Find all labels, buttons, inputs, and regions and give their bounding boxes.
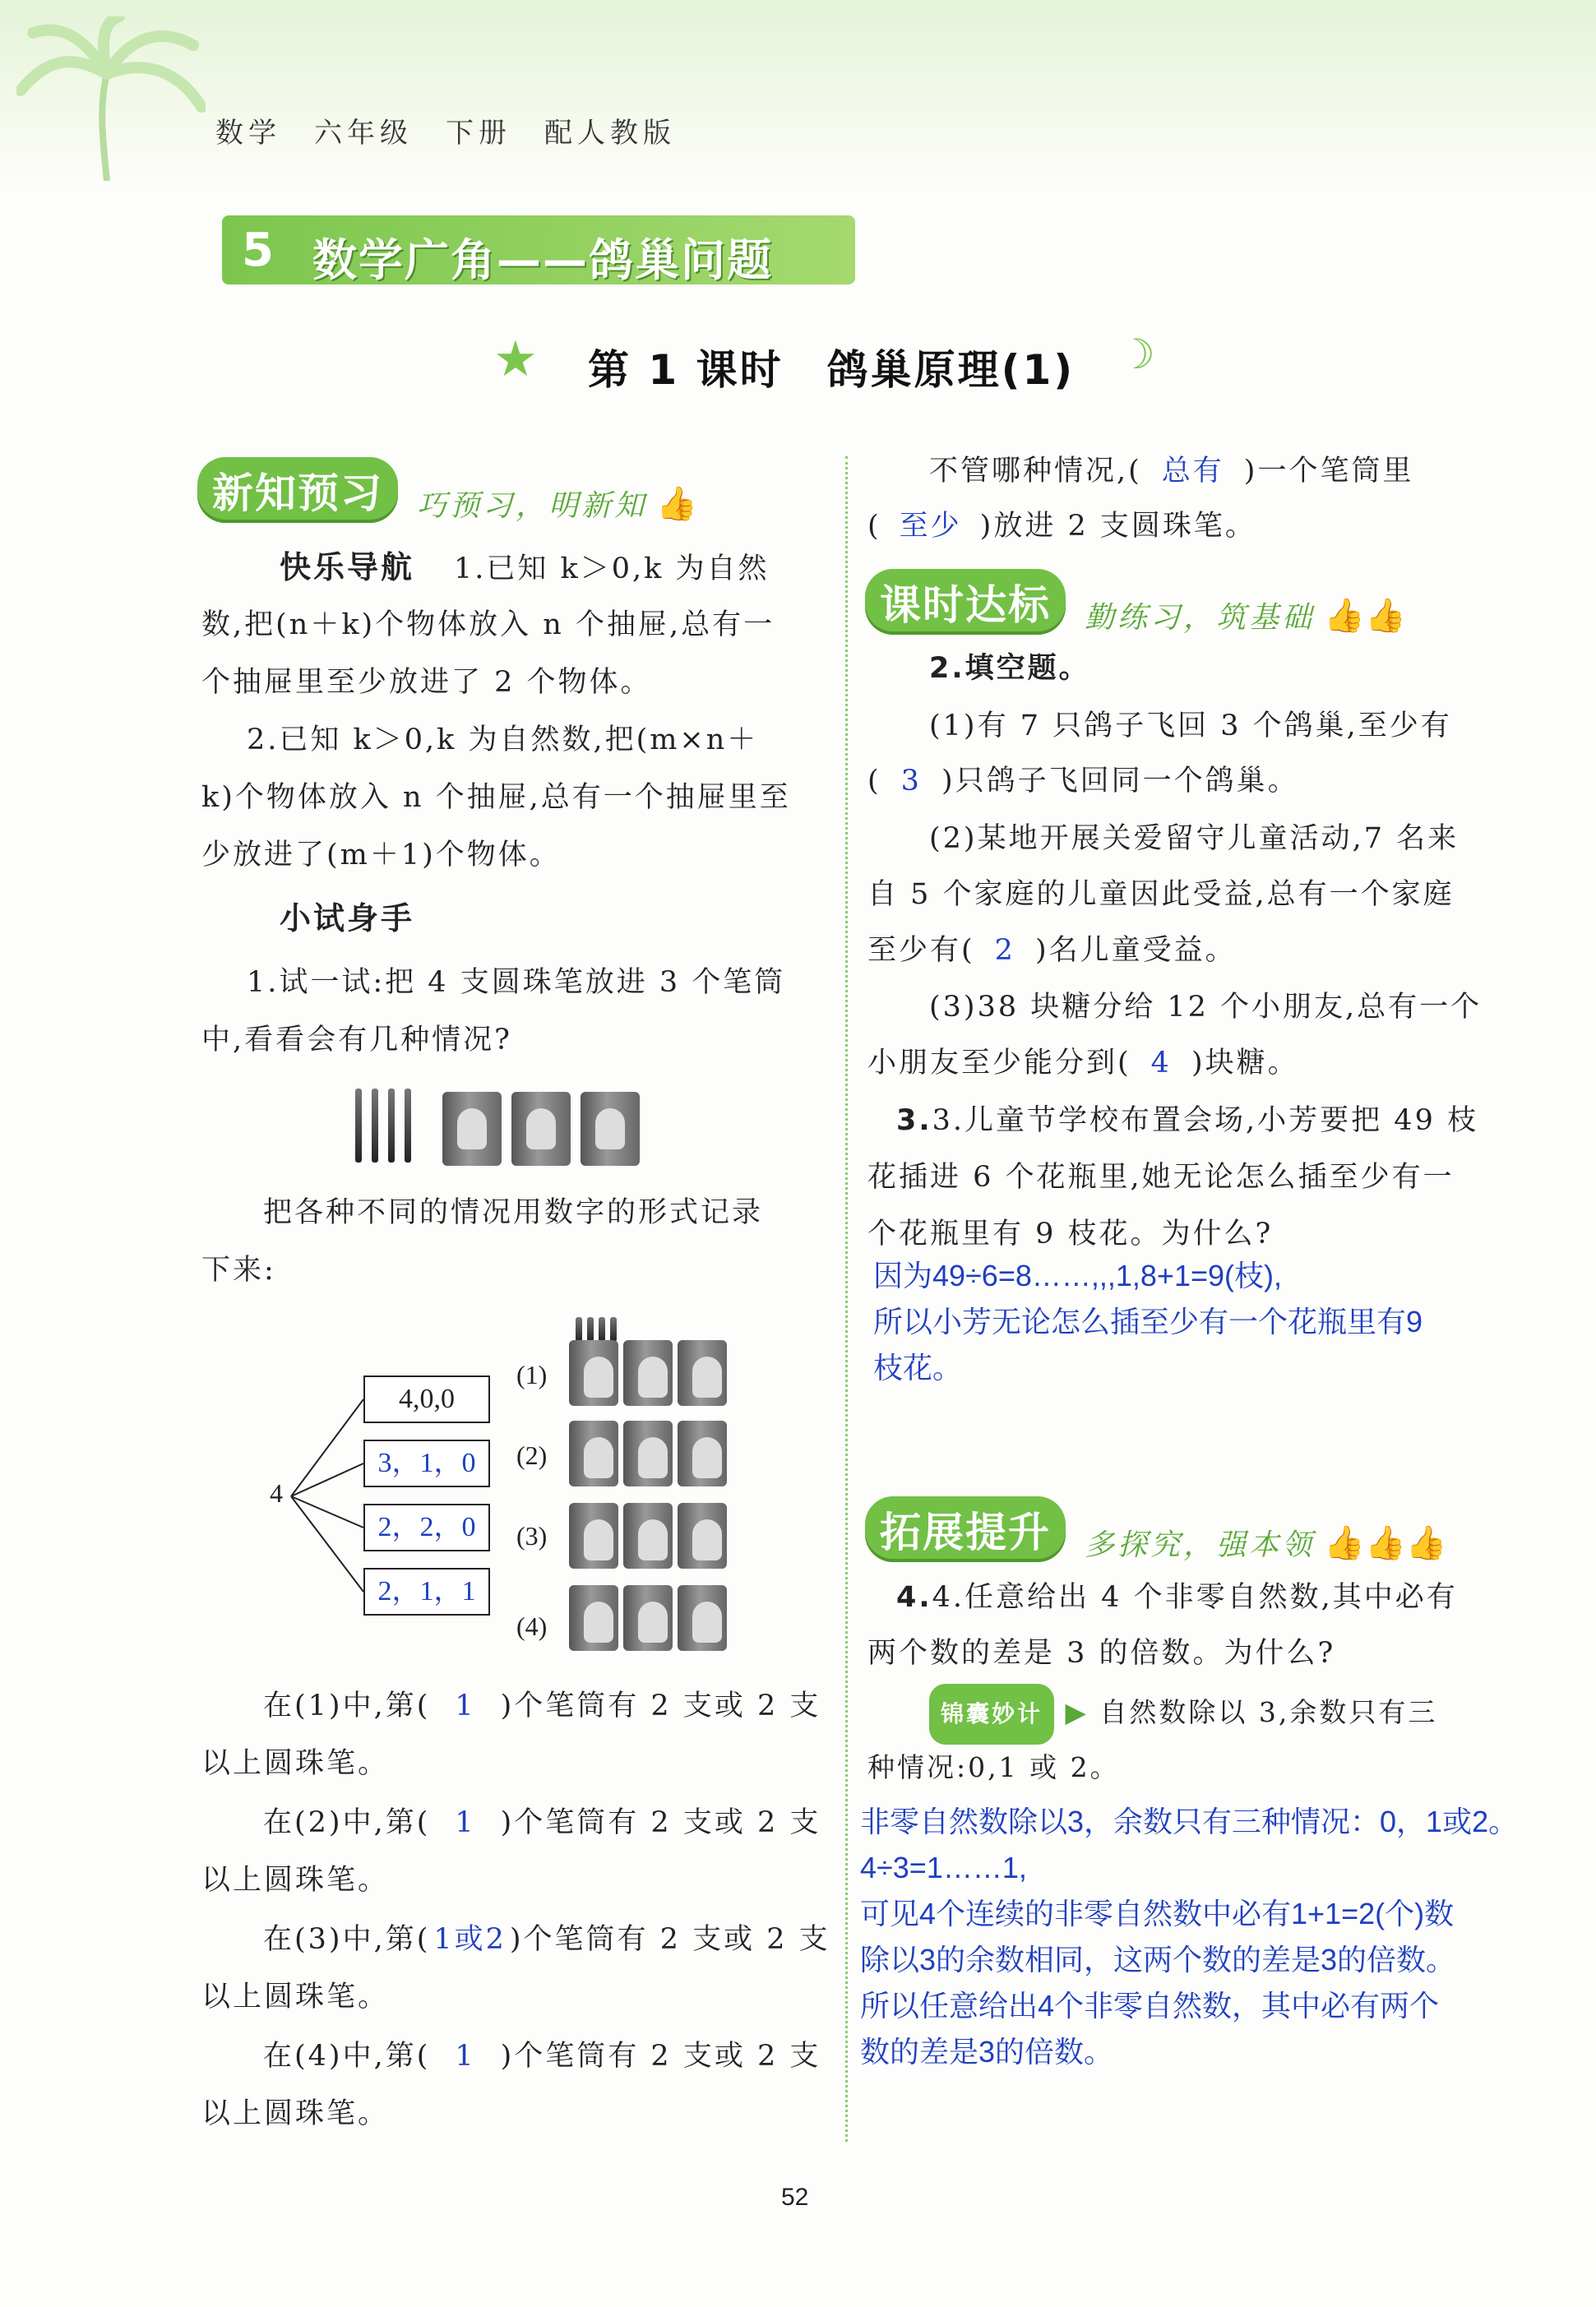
q2-2-line2: 自 5 个家庭的儿童因此受益,总有一个家庭 (867, 878, 1455, 911)
pen-cup-icon (581, 1092, 640, 1166)
pen-icon (599, 1317, 605, 1342)
case-box-2: 3，1，0 (363, 1440, 490, 1487)
case-label-1: (1) (516, 1360, 548, 1389)
answer-blank: 至少 (899, 510, 962, 543)
case-box-1: 4,0,0 (363, 1375, 490, 1423)
q2-heading: 2.填空题。 (929, 652, 1090, 685)
intro-line2: ( 至少 )放进 2 支圆珠笔。 (867, 510, 1256, 543)
section-badge: 拓展提升 (865, 1496, 1066, 1562)
pen-icon (388, 1089, 395, 1163)
answer-blank: 2 (994, 934, 1015, 967)
guide-heading: 快乐导航 (280, 549, 415, 585)
pen-cup-icon (623, 1503, 673, 1569)
q4-answer-line5: 所以任意给出4个非零自然数，其中必有两个 (860, 1989, 1440, 2023)
try-heading: 小试身手 (280, 900, 415, 936)
case-tail-3: 以上圆珠笔。 (201, 1981, 390, 2013)
tip-text: 自然数除以 3,余数只有三 (1099, 1696, 1438, 1728)
thumbs-up-icon: 👍 (656, 485, 698, 523)
palm-tree-decoration (16, 16, 206, 181)
record-line2: 下来: (201, 1254, 276, 1287)
q3-answer-line3: 枝花。 (873, 1351, 963, 1385)
tip-line1 (929, 1684, 1437, 1745)
case-box-3: 2，2，0 (363, 1504, 490, 1551)
q4-line1: 4.4.任意给出 4 个非零自然数,其中必有 (896, 1581, 1458, 1614)
guide1-line2: 数,把(n＋k)个物体放入 n 个抽屉,总有一 (201, 608, 775, 641)
case-statement-3: 在(3)中,第( 1或2 )个笔筒有 2 支或 2 支 (263, 1923, 830, 1956)
thumbs-up-icon: 👍👍👍 (1324, 1524, 1447, 1562)
case-statement-1: 在(1)中,第( 1 )个笔筒有 2 支或 2 支 (263, 1690, 821, 1722)
case-statement-4: 在(4)中,第( 1 )个笔筒有 2 支或 2 支 (263, 2040, 821, 2073)
q4-answer-line6: 数的差是3的倍数。 (860, 2035, 1114, 2069)
tip-badge: 锦囊妙计 (929, 1684, 1054, 1745)
guide2-line3: 少放进了(m＋1)个物体。 (201, 839, 561, 871)
answer-blank: 1 (455, 1690, 476, 1722)
intro-line1: 不管哪种情况,( 总有 )一个笔筒里 (929, 455, 1414, 488)
answer-blank: 总有 (1161, 455, 1224, 488)
pen-icon (576, 1317, 582, 1342)
pen-cup-icon (623, 1340, 673, 1406)
tree-branches (288, 1389, 367, 1595)
section-badge: 新知预习 (197, 457, 398, 523)
case-tail-4: 以上圆珠笔。 (201, 2097, 390, 2130)
guide1-line3: 个抽屉里至少放进了 2 个物体。 (201, 666, 652, 699)
unit-title: 数学广角——鸽巢问题 (312, 234, 773, 286)
q1-line2: 中,看看会有几种情况? (201, 1024, 512, 1056)
q4-line2: 两个数的差是 3 的倍数。为什么? (867, 1637, 1336, 1670)
guide2-line2: k)个物体放入 n 个抽屉,总有一个抽屉里至 (201, 781, 791, 814)
answer-blank: 4 (1150, 1047, 1172, 1080)
q2-1-line2: ( 3 )只鸽子飞回同一个鸽巢。 (867, 765, 1299, 798)
case-tail-1: 以上圆珠笔。 (201, 1747, 390, 1780)
answer-blank: 1或2 (433, 1923, 507, 1956)
cups-grid (566, 1315, 730, 1661)
answer-blank: 1 (455, 1806, 476, 1839)
case-label-4: (4) (516, 1611, 548, 1641)
guide1-text: 1.已知 k＞0,k 为自然 (454, 552, 770, 585)
q3-line1: 3.3.儿童节学校布置会场,小芳要把 49 枝 (896, 1104, 1478, 1137)
section-new-knowledge (197, 457, 698, 523)
tree-root: 4 (270, 1478, 283, 1508)
pen-icon (405, 1089, 411, 1163)
case-box-4: 2，1，1 (363, 1568, 490, 1616)
unit-number: 5 (242, 224, 274, 277)
answer-blank: 1 (455, 2040, 476, 2073)
pen-cup-icon (569, 1503, 618, 1569)
q3-answer-line2: 所以小芳无论怎么插至少有一个花瓶里有9 (873, 1305, 1423, 1338)
q4-answer-line2: 4÷3=1……1, (860, 1851, 1027, 1884)
q4-answer-line1: 非零自然数除以3，余数只有三种情况：0，1或2。 (860, 1805, 1519, 1838)
section-subtitle: 多探究，强本领 (1085, 1528, 1316, 1562)
star-icon: ★ (493, 331, 538, 388)
pen-cup-icon (678, 1421, 727, 1486)
q3-line3: 个花瓶里有 9 枝花。为什么? (867, 1218, 1274, 1251)
pen-cup-icon (569, 1340, 618, 1406)
q3-line2: 花插进 6 个花瓶里,她无论怎么插至少有一 (867, 1161, 1455, 1194)
q2-1-line1: (1)有 7 只鸽子飞回 3 个鸽巢,至少有 (929, 710, 1452, 742)
section-badge: 课时达标 (865, 569, 1066, 635)
section-subtitle: 巧预习，明新知 (417, 489, 648, 523)
tip-line2: 种情况:0,1 或 2。 (867, 1751, 1120, 1783)
pen-cup-icon (623, 1421, 673, 1486)
column-divider (845, 456, 848, 2142)
q1-line1: 1.试一试:把 4 支圆珠笔放进 3 个笔筒 (247, 966, 786, 999)
q4-answer-line3: 可见4个连续的非零自然数中必有1+1=2(个)数 (860, 1897, 1455, 1930)
case-label-2: (2) (516, 1440, 548, 1470)
swirl-icon: ☽ (1118, 331, 1155, 378)
pen-icon (587, 1317, 594, 1342)
header-band (0, 0, 1596, 189)
pen-icon (610, 1317, 617, 1342)
guide-line-1 (280, 539, 769, 598)
case-label-3: (3) (516, 1521, 548, 1551)
q2-3-line2: 小朋友至少能分到( 4 )块糖。 (867, 1047, 1299, 1080)
guide2-line1: 2.已知 k＞0,k 为自然数,把(m×n＋ (247, 724, 759, 756)
page-number: 52 (781, 2184, 809, 2211)
section-subtitle: 勤练习，筑基础 (1085, 601, 1316, 635)
q2-3-line1: (3)38 块糖分给 12 个小朋友,总有一个 (929, 991, 1483, 1024)
triangle-icon: ▶ (1065, 1696, 1089, 1728)
pen-cup-icon (511, 1092, 571, 1166)
lesson-title: 第 1 课时 鸽巢原理(1) (588, 346, 1076, 394)
thumbs-up-icon: 👍👍 (1324, 597, 1406, 635)
pen-cup-icon (569, 1421, 618, 1486)
pen-icon (355, 1089, 362, 1163)
pens-and-cups-illustration (354, 1084, 617, 1174)
case-tail-2: 以上圆珠笔。 (201, 1864, 390, 1897)
q3-answer-line1: 因为49÷6=8……,,,1,8+1=9(枝), (873, 1259, 1282, 1292)
q4-answer-line4: 除以3的余数相同，这两个数的差是3的倍数。 (860, 1943, 1456, 1976)
running-head: 数学 六年级 下册 配人教版 (215, 117, 676, 150)
section-lesson-target (865, 569, 1406, 635)
pen-icon (372, 1089, 378, 1163)
pen-cup-icon (442, 1092, 502, 1166)
q2-2-line1: (2)某地开展关爱留守儿童活动,7 名来 (929, 822, 1460, 855)
record-line1: 把各种不同的情况用数字的形式记录 (263, 1196, 764, 1229)
case-statement-2: 在(2)中,第( 1 )个笔筒有 2 支或 2 支 (263, 1806, 821, 1839)
section-extension (865, 1496, 1447, 1562)
pen-cup-icon (678, 1340, 727, 1406)
pen-cup-icon (678, 1585, 727, 1651)
pen-cup-icon (623, 1585, 673, 1651)
pen-cup-icon (569, 1585, 618, 1651)
answer-blank: 3 (900, 765, 922, 798)
pen-cup-icon (678, 1503, 727, 1569)
unit-banner (222, 215, 855, 284)
q2-2-line3: 至少有( 2 )名儿童受益。 (867, 934, 1237, 967)
